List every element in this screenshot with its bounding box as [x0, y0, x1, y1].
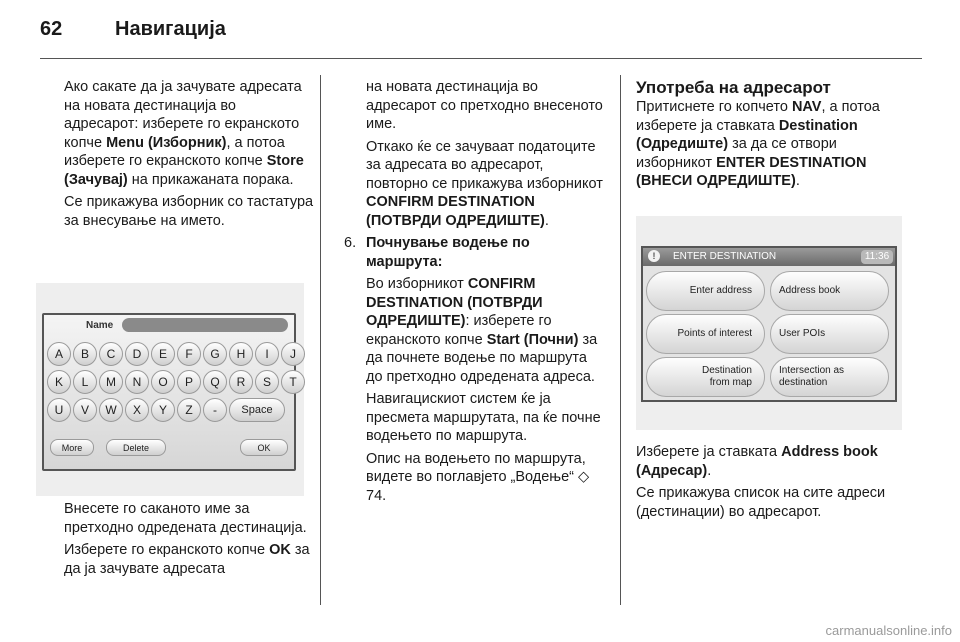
more-button[interactable]: More	[50, 439, 94, 456]
paragraph: Откако ќе се зачуваат податоците за адресата во адресарот, повторно се прикажува изборникот CONFIRM DESTINATION (ПОТВРДИ ОДРЕДИШТЕ).	[366, 138, 603, 229]
step-6	[344, 234, 606, 509]
key-h[interactable]: H	[229, 342, 253, 366]
key-r[interactable]: R	[229, 370, 253, 394]
key-d[interactable]: D	[125, 342, 149, 366]
paragraph: Во изборникот CONFIRM DESTINATION (ПОТВРДИ ОДРЕДИШТЕ): изберете го екранското копче Start (Почни) за да почнете водење по маршрута до претходно одредената адреса.	[366, 276, 598, 385]
destination-header	[643, 248, 895, 266]
step-number: 6.	[344, 235, 357, 251]
key-y[interactable]: Y	[151, 398, 175, 422]
paragraph: Изберете го екранското копче OK за да ја зачувате адресата	[64, 542, 310, 577]
name-input[interactable]	[122, 318, 288, 332]
key-c[interactable]: C	[99, 342, 123, 366]
column-1-top	[64, 78, 314, 234]
key-m[interactable]: M	[99, 370, 123, 394]
clock: 11:36	[861, 250, 893, 264]
key-a[interactable]: A	[47, 342, 71, 366]
key-i[interactable]: I	[255, 342, 279, 366]
key-z[interactable]: Z	[177, 398, 201, 422]
column-1-bottom	[64, 500, 314, 582]
column-3-bottom	[636, 443, 906, 525]
name-label: Name	[86, 320, 114, 331]
key-u[interactable]: U	[47, 398, 71, 422]
paragraph: Притиснете го копчето NAV, а потоа изберете ја ставката Destination (Одредиште) за да се отвори изборникот ENTER DESTINATION (ВНЕСИ ОДРЕДИШТЕ).	[636, 99, 880, 189]
destination-from-map-button[interactable]: Destination from map	[646, 357, 765, 397]
paragraph: Изберете ја ставката Address book (Адресар).	[636, 444, 878, 479]
section-heading: Употреба на адресарот	[636, 78, 831, 97]
ok-button[interactable]: OK	[240, 439, 288, 456]
key-b[interactable]: B	[73, 342, 97, 366]
step-title: Почнување водење по маршрута:	[366, 235, 530, 270]
key-row-2	[47, 370, 305, 394]
destination-screenshot	[636, 216, 902, 430]
step-body	[366, 234, 606, 509]
key-o[interactable]: O	[151, 370, 175, 394]
paragraph: Ако сакате да ја зачувате адресата на новата дестинација во адресарот: изберете го екранското копче Menu (Изборник), а потоа изберете го екранското копче Store (Зачувај) на прикажаната порака.	[64, 79, 304, 188]
keyboard-screenshot	[36, 283, 304, 496]
space-key[interactable]: Space	[229, 398, 285, 422]
header-rule	[40, 58, 922, 59]
key-n[interactable]: N	[125, 370, 149, 394]
destination-title: ENTER DESTINATION	[673, 251, 777, 262]
paragraph: на новата дестинација во адресарот со претходно внесеното име.	[366, 79, 603, 132]
page-reference-icon: ◇	[578, 469, 590, 485]
key-k[interactable]: K	[47, 370, 71, 394]
paragraph: Се прикажува изборник со тастатура за внесување на името.	[64, 194, 314, 229]
back-icon[interactable]: !	[648, 250, 660, 262]
page-number: 62	[40, 18, 63, 40]
key-l[interactable]: L	[73, 370, 97, 394]
address-book-button[interactable]: Address book	[770, 271, 889, 311]
key-t[interactable]: T	[281, 370, 305, 394]
column-divider	[320, 75, 321, 605]
column-3-top	[636, 78, 906, 195]
paragraph: Се прикажува список на сите адреси (дестинации) во адресарот.	[636, 485, 886, 520]
paragraph: Опис на водењето по маршрута, видете во поглавјето „Водење“ ◇ 74.	[366, 450, 590, 504]
key-w[interactable]: W	[99, 398, 123, 422]
key-e[interactable]: E	[151, 342, 175, 366]
intersection-button[interactable]: Intersection as destination	[770, 357, 889, 397]
enter-address-button[interactable]: Enter address	[646, 271, 765, 311]
key-g[interactable]: G	[203, 342, 227, 366]
key-hyphen[interactable]: -	[203, 398, 227, 422]
key-j[interactable]: J	[281, 342, 305, 366]
delete-button[interactable]: Delete	[106, 439, 166, 456]
key-q[interactable]: Q	[203, 370, 227, 394]
column-divider	[620, 75, 621, 605]
page-title: Навигација	[115, 18, 226, 40]
key-row-3	[47, 398, 285, 422]
destination-panel	[641, 246, 897, 402]
column-2	[344, 78, 606, 509]
paragraph: Внесете го саканото име за претходно одредената дестинација.	[64, 501, 307, 536]
points-of-interest-button[interactable]: Points of interest	[646, 314, 765, 354]
key-v[interactable]: V	[73, 398, 97, 422]
user-pois-button[interactable]: User POIs	[770, 314, 889, 354]
key-x[interactable]: X	[125, 398, 149, 422]
key-row-1	[47, 342, 305, 366]
key-p[interactable]: P	[177, 370, 201, 394]
watermark: carmanualsonline.info	[825, 623, 952, 638]
paragraph: Навигацискиот систем ќе ја пресмета маршрутата, па ќе почне водењето по маршрута.	[366, 391, 601, 444]
key-s[interactable]: S	[255, 370, 279, 394]
keyboard-panel	[42, 313, 296, 471]
key-f[interactable]: F	[177, 342, 201, 366]
